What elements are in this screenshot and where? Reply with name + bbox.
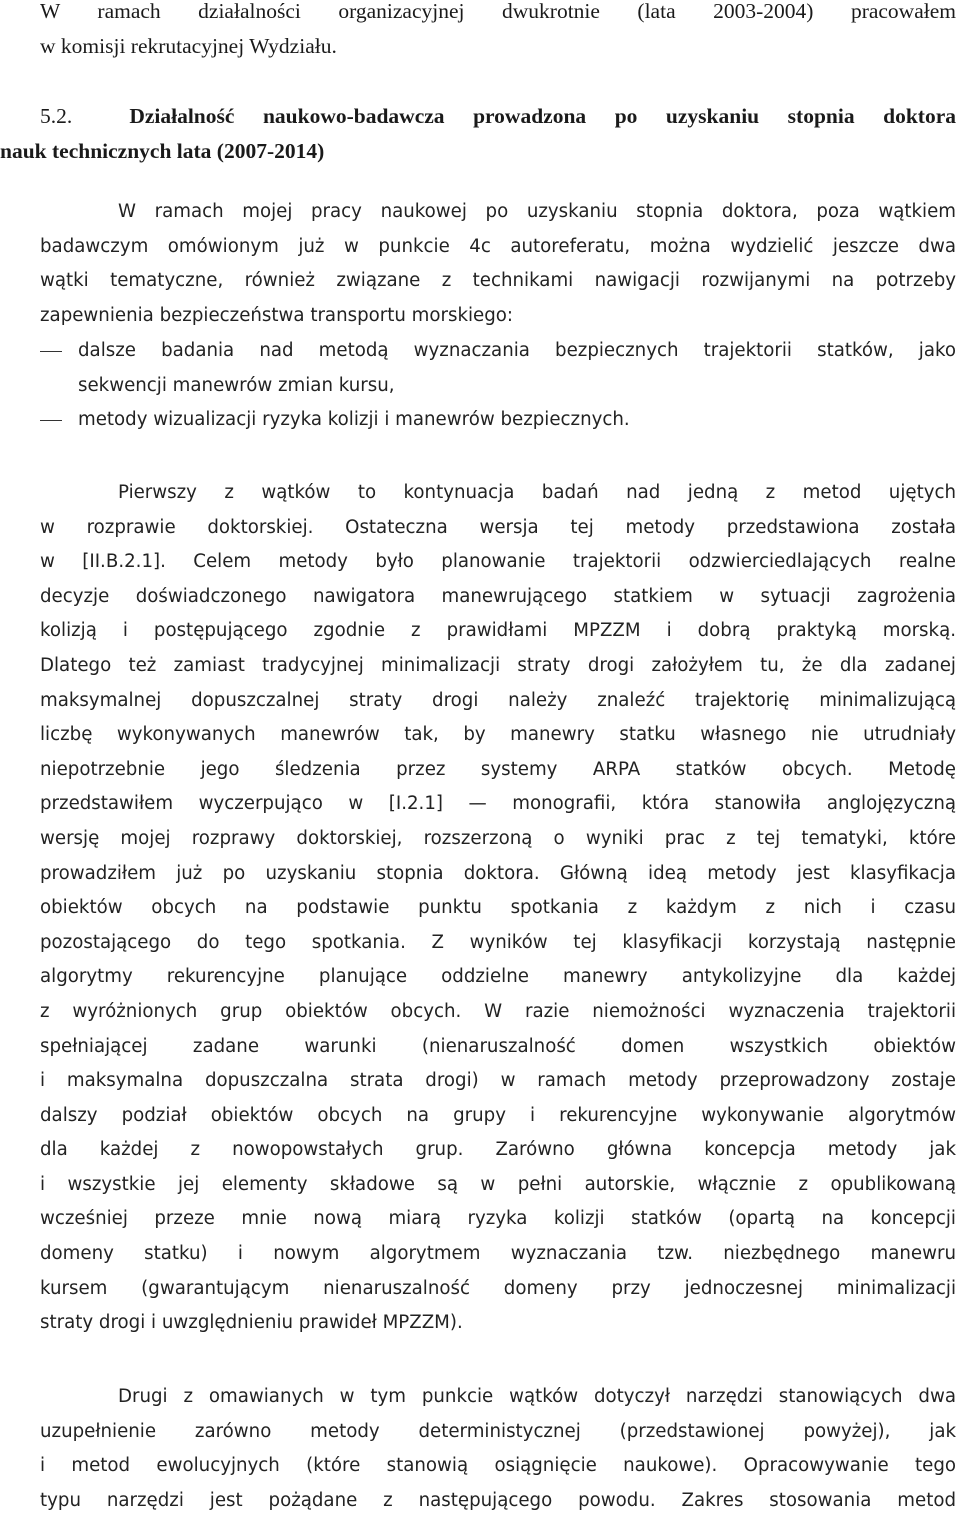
text-line: i metod ewolucyjnych (które stanowią osiągnięcie naukowe). Opracowywanie tego bbox=[40, 1455, 956, 1477]
text-line: obiektów obcych na podstawie punktu spotkania z każdym z nich i czasu bbox=[40, 897, 956, 919]
text-line: przedstawiłem wyczerpująco w [I.2.1] — monografii, która stanowiła anglojęzyczną bbox=[40, 793, 956, 815]
text-line: zapewnienia bezpieczeństwa transportu morskiego: bbox=[40, 304, 514, 326]
text-line: W ramach działalności organizacyjnej dwukrotnie (lata 2003-2004) pracowałem bbox=[40, 0, 956, 23]
text-line: wcześniej przeze mnie nową miarą ryzyka kolizji statków (opartą na koncepcji bbox=[40, 1208, 956, 1230]
text-line: wersję mojej rozprawy doktorskiej, rozszerzoną o wyniki prac z tej tematyki, które bbox=[40, 827, 956, 849]
text-line: Pierwszy z wątków to kontynuacja badań nad jedną z metod ujętych bbox=[118, 482, 956, 503]
text-line: badawczym omówionym już w punkcie 4c autoreferatu, można wydzielić jeszcze dwa bbox=[40, 235, 956, 257]
text-line: straty drogi i uwzględnieniu prawideł MPZZM). bbox=[40, 1312, 463, 1334]
list-item bbox=[40, 334, 956, 403]
text-line: sekwencji manewrów zmian kursu, bbox=[78, 374, 395, 396]
text-line: pozostającego do tego spotkania. Z wyników tej klasyfikacji korzystają następnie bbox=[40, 931, 956, 953]
text-line: i maksymalna dopuszczalna strata drogi) w ramach metody przeprowadzony zostaje bbox=[40, 1070, 956, 1092]
text-line: spełniającej zadane warunki (nienaruszalność domen wszystkich obiektów bbox=[40, 1035, 956, 1057]
section-number: 5.2. bbox=[40, 104, 73, 128]
text-line: domeny statku) i nowym algorytmem wyznaczania tzw. niezbędnego manewru bbox=[40, 1243, 956, 1265]
text-line: dalsze badania nad metodą wyznaczania bezpiecznych trajektorii statków, jako bbox=[78, 340, 956, 361]
text-line: Drugi z omawianych w tym punkcie wątków dotyczył narzędzi stanowiących dwa bbox=[118, 1386, 956, 1407]
section-heading bbox=[0, 99, 956, 168]
paragraph-1 bbox=[40, 195, 956, 333]
text-line: prowadziłem już po uzyskaniu stopnia doktora. Główną ideą metody jest klasyfikacja bbox=[40, 862, 956, 884]
text-line: wątki tematyczne, również związane z technikami nawigacji rozwijanymi na potrzeby bbox=[40, 270, 956, 292]
text-line: kursem (gwarantującym nienaruszalność domeny przy jednoczesnej minimalizacji bbox=[40, 1277, 956, 1299]
text-line: w [II.B.2.1]. Celem metody było planowanie trajektorii odzwierciedlających realne bbox=[40, 551, 956, 573]
text-line: w rozprawie doktorskiej. Ostateczna wersja tej metody przedstawiona została bbox=[40, 516, 956, 538]
text-line: algorytmy rekurencyjne planujące oddzielne manewry antykolizyjne dla każdej bbox=[40, 966, 956, 988]
text-line: w komisji rekrutacyjnej Wydziału. bbox=[40, 33, 337, 58]
paragraph-2 bbox=[40, 476, 956, 1341]
text-line: metody wizualizacji ryzyka kolizji i manewrów bezpiecznych. bbox=[78, 409, 630, 431]
text-line: i wszystkie jej elementy składowe są w pełni autorskie, włącznie z opublikowaną bbox=[40, 1173, 956, 1195]
section-title-line: nauk technicznych lata (2007-2014) bbox=[0, 138, 325, 163]
bullet-list bbox=[40, 334, 956, 438]
text-line: dla każdej z nowopowstałych grup. Zarówno główna koncepcja metody jak bbox=[40, 1139, 956, 1161]
text-line: typu narzędzi jest pożądane z następującego powodu. Zakres stosowania metod bbox=[40, 1489, 956, 1511]
section-heading-line bbox=[0, 99, 956, 134]
text-line: z wyróżnionych grup obiektów obcych. W razie niemożności wyznaczenia trajektorii bbox=[40, 1000, 956, 1022]
intro-paragraph bbox=[40, 0, 956, 63]
dash-bullet-icon bbox=[40, 351, 62, 352]
text-line: decyzje doświadczonego nawigatora manewrującego statkiem w sytuacji zagrożenia bbox=[40, 585, 956, 607]
text-line: liczbę wykonywanych manewrów tak, by manewry statku własnego nie utrudniały bbox=[40, 724, 956, 746]
text-line: niepotrzebnie jego śledzenia przez systemy ARPA statków obcych. Metodę bbox=[40, 758, 956, 780]
text-line: dalszy podział obiektów obcych na grupy i rekurencyjne wykonywanie algorytmów bbox=[40, 1104, 956, 1126]
text-line: maksymalnej dopuszczalnej straty drogi należy znaleźć trajektorię minimalizującą bbox=[40, 689, 956, 711]
text-line: kolizją i postępującego zgodnie z prawidłami MPZZM i dobrą praktyką morską. bbox=[40, 620, 956, 642]
paragraph-3 bbox=[40, 1380, 956, 1518]
dash-bullet-icon bbox=[40, 420, 62, 421]
text-line: W ramach mojej pracy naukowej po uzyskaniu stopnia doktora, poza wątkiem bbox=[118, 201, 956, 222]
text-line: uzupełnienie zarówno metody deterministycznej (przedstawionej powyżej), jak bbox=[40, 1420, 956, 1442]
section-title-line: Działalność naukowo-badawcza prowadzona po uzyskaniu stopnia doktora bbox=[129, 104, 956, 128]
list-item bbox=[40, 403, 956, 438]
text-line: Dlatego też zamiast tradycyjnej minimalizacji straty drogi założyłem tu, że dla zadanej bbox=[40, 654, 956, 676]
